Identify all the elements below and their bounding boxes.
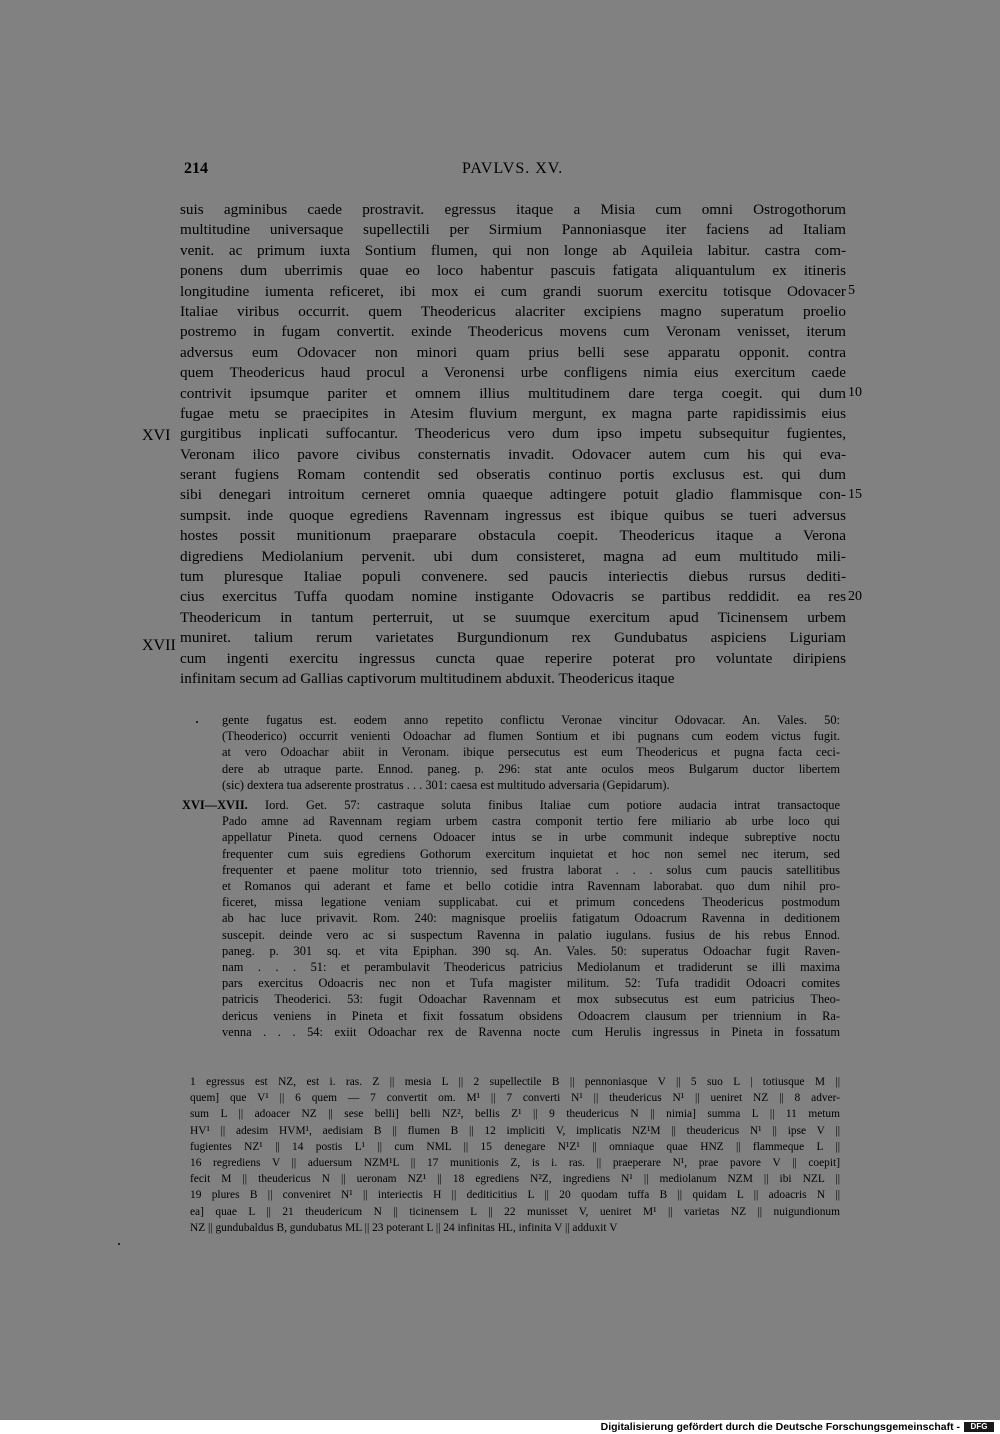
apparatus-line: ea] quae L || 21 theudericum N || ticinensem L || 22 munisset V, ueniret M¹ || varietas NZ || nuigundionum [190, 1205, 840, 1218]
apparatus-line: sum L || adoacer NZ || sese belli] belli NZ², bellis Z¹ || 9 theudericus N || nimia] summa L || 11 metum [190, 1108, 840, 1121]
apparatus-line: 19 plures B || conveniret N¹ || interiectis H || dediticitius L || 20 quodam tuffa B || quidam L || adoacris N || [190, 1189, 840, 1202]
note-line: appellatur Pineta. quod cernens Odoacer intus se in urbe communit indeque subreptive noctu [222, 830, 840, 845]
text-line: cum ingenti exercitu ingressus cuncta quae reperire poterat pro voluntate diripiens [180, 649, 846, 667]
note-line: frequenter cum suis egrediens Gothorum exercitum inquietat et hoc non semel nec iterum, sed [222, 846, 840, 861]
page-number: 214 [184, 160, 208, 177]
chapter-mark-xvii: XVII [142, 637, 176, 654]
line-number: 5 [848, 283, 855, 298]
dfg-logo: DFG [964, 1422, 994, 1432]
apparatus-line: HV¹ || adesim HVM¹, aedisiam B || flumen B || 12 impliciti V, implicatis NZ¹M || theudericus N¹ || ipse V || [190, 1124, 840, 1137]
note-block [182, 797, 840, 1040]
note-line: et Romanos qui aderant et fame et bello cotidie intra Ravennam laborabat. quo dum nihil pro- [222, 879, 840, 894]
note-line: pars exercitus Odoacris nec non et Tufa magister militum. 52: Tufa tradidit Odoacri comites [222, 976, 840, 991]
line-number: 15 [848, 487, 862, 502]
note-line: dericus veniens in Pineta et fixit fossatum obsidens Odoacrem clausum per triennium in Ra- [222, 1008, 840, 1023]
running-title: PAVLVS. XV. [462, 160, 564, 177]
text-line: digrediens Mediolanium pervenit. ubi dum consisteret, magna ad eum multitudo mili- [180, 547, 846, 565]
note-line: nam . . . 51: et perambulavit Theodericus patricius Mediolanum et tradiderunt se illi maxima [222, 960, 840, 975]
text-line: gurgitibus inplicati suffocantur. Theodericus vero dum ipso impetu subsequitur fugientes, [180, 425, 846, 443]
note-line: at vero Odoachar abiit in Veronam. ibique persecutus est eum Theodericus et pugna facta ceci- [222, 745, 840, 760]
note-line [182, 797, 840, 813]
text-line: ponens dum uberrimis quae eo loco habentur pascuis fatigata aliquantulum ex itineris [180, 262, 846, 280]
text-line: infinitam secum ad Gallias captivorum multitudinem abduxit. Theodericus itaque [180, 669, 675, 687]
apparatus-line: 1 egressus est NZ, est i. ras. Z || mesia L || 2 supellectile B || pennoniasque V || 5 suo L | totiusque M || [190, 1076, 840, 1088]
note-line: paneg. p. 301 sq. et vita Epiphan. 390 sq. An. Vales. 50: superatus Odoachar fugit Raven- [222, 943, 840, 958]
text-line: serant fugiens Romam contendit sed obseratis continuo portis exclusus est. qui dum [180, 466, 846, 484]
apparatus-line: 16 regrediens V || aduersum NZM¹L || 17 munitionis Z, is i. ras. || praeperare N¹, prae pavore V || coepit] [190, 1157, 840, 1170]
text-line: Italiae viribus occurrit. quem Theodericus alacriter excipiens magno superatum proelio [180, 302, 846, 320]
note-line: ab hac luce privavit. Rom. 240: magnisque proeliis fatigatum Odoacrum Ravenna in deditionem [222, 911, 840, 926]
note-line: (Theoderico) occurrit venienti Odoachar ad flumen Sontium et ibi pugnans cum eodem victus fugit. [222, 729, 840, 744]
text-line: quem Theodericus haud procul a Veronensi urbe confligens nimia eius exercitum caede [180, 364, 846, 382]
note-line: gente fugatus est. eodem anno repetito conflictu Veronae vincitur Odovacar. An. Vales. 50: [222, 713, 840, 727]
line-number: 20 [848, 589, 862, 604]
text-line: cius exercitus Tuffa quodam nomine instigante Odovacris se partibus reddidit. ea res [180, 588, 846, 606]
chapter-mark-xvi: XVI [142, 427, 171, 444]
note-line: Pado amne ad Ravennam regiam urbem castra componit tertio fere miliario ab urbe loco qui [222, 814, 840, 829]
note-line: venna . . . 54: exiit Odoachar rex de Ravenna nocte cum Herulis ingressus in Pineta in fossatum [222, 1024, 840, 1039]
note-line: ficeret, missa legatione veniam supplicabat. cui et primum concedens Theodericus postmodum [222, 895, 840, 910]
apparatus-line: fugientes NZ¹ || 14 postis L¹ || cum NML || 15 denegare N¹Z¹ || omniaque quae HNZ || flammeque L || [190, 1140, 840, 1153]
scan-speck [196, 721, 198, 723]
text-line: postremo in fugam convertit. exinde Theodericus movens cum Veronam venisset, iterum [180, 323, 846, 341]
apparatus-line: fecit M || theudericus N || ueronam NZ¹ || 18 egrediens N²Z, ingrediens N¹ || mediolanum NZM || ibi NZL || [190, 1173, 840, 1186]
page-header [184, 160, 844, 182]
line-number: 10 [848, 385, 862, 400]
text-line: sumpsit. inde quoque egrediens Ravennam ingressus est ibique quibus se tueri adversus [180, 506, 846, 524]
text-line: longitudine iumenta reficeret, ibi mox ei cum grandi suorum exercitu totisque Odovacer [180, 282, 846, 300]
scan-speck [118, 1243, 120, 1245]
text-line: contrivit ipsumque pariter et omnem illius multitudinem dare terga coegit. qui dum [180, 384, 846, 402]
note-label: XVI—XVII. [182, 798, 248, 813]
note-line: patricis Theoderici. 53: fugit Odoachar Ravennam et mox subsecutus est eum patricius Theo- [222, 992, 840, 1007]
text-line: tum pluresque Italiae populi convenere. sed paucis interiectis diebus rursus dediti- [180, 568, 846, 586]
text-line: muniret. talium rerum varietates Burgundionum rex Gundubatus aspiciens Liguriam [180, 629, 846, 647]
note-block [182, 712, 840, 793]
note-line: suscepit. deinde vero ac si suspectum Ravenna in palatio iugulans. fusius de his rebus Ennod. [222, 927, 840, 942]
text-line: Veronam ilico pavore civibus consternatis invadit. Odovacer autem cum his qui eva- [180, 445, 846, 463]
note-line: (sic) dextera tua adserente prostratus . . . 301: caesa est multitudo adversaria (Gepidarum). [222, 777, 670, 792]
note-line: dere ab utraque parte. Ennod. paneg. p. 296: stat ante oculos meos Bulgarum ductor libertem [222, 761, 840, 776]
footer-credit: Digitalisierung gefördert durch die Deutsche Forschungsgemeinschaft - [600, 1421, 960, 1433]
note-line-text: Iord. Get. 57: castraque soluta finibus Italiae cum potiore audacia intrat transactoque [265, 798, 840, 813]
text-line: fugae metu se praecipites in Atesim fluvium mergunt, ex magna parte rapidissimis eius [180, 404, 846, 422]
apparatus-line: quem] que V¹ || 6 quem — 7 convertit om. M¹ || 7 converti N¹ || theudericus N¹ || ueniret NZ || 8 adver- [190, 1092, 840, 1105]
critical-apparatus [176, 1074, 840, 1236]
text-line: Theodericum in tantum perterruit, ut se suumque exercitum apud Ticinensem urbem [180, 608, 846, 626]
note-line: frequenter et paene molitur toto triennio, sed frustra laborat . . . solus cum paucis satellitibus [222, 862, 840, 877]
footer-bar [0, 1420, 1000, 1434]
text-line: venit. ac primum iuxta Sontium flumen, qui non longe ab Aquileia labitur. castra com- [180, 241, 846, 259]
text-line: multitudine universaque supellectili per Sirmium Pannoniasque iter faciens ad Italiam [180, 221, 846, 239]
apparatus-line: NZ || gundubaldus B, gundubatus ML || 23 poterant L || 24 infinitas HL, infinita V || adduxit V [190, 1221, 618, 1234]
text-line: adversus eum Odovacer non minori quam prius belli sese apparatu opponit. contra [180, 343, 846, 361]
text-line: suis agminibus caede prostravit. egressus itaque a Misia cum omni Ostrogothorum [180, 201, 846, 218]
source-notes [182, 712, 840, 1044]
main-text [180, 200, 846, 689]
text-line: sibi denegari introitum cerneret omnia quaeque adtingere potuit gladio flammisque con- [180, 486, 846, 504]
text-line: hostes possit munitionum praeparare obstacula coepit. Theodericus itaque a Verona [180, 527, 846, 545]
